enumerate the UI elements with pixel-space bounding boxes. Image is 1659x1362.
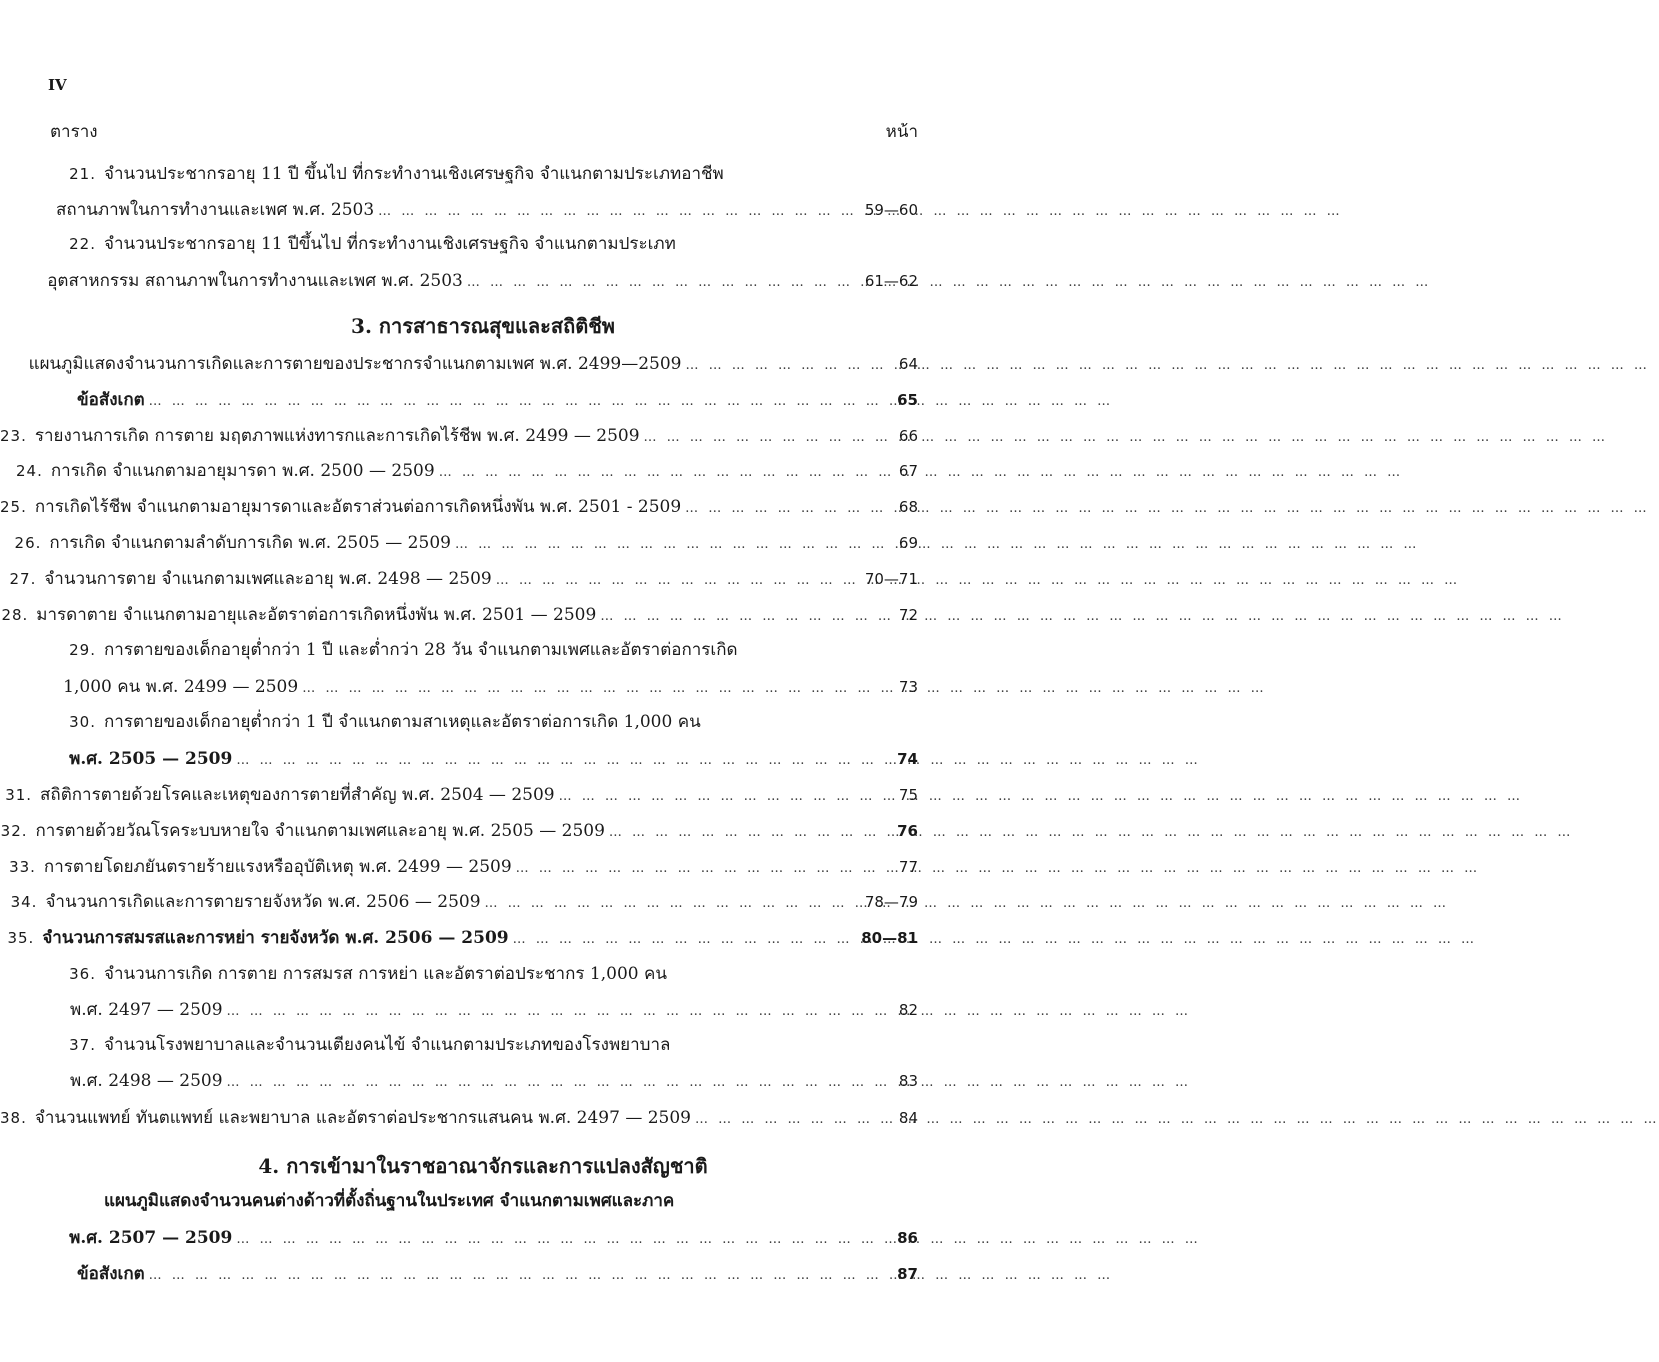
entry-number: 21. xyxy=(69,165,96,183)
toc-entry-30-line2 xyxy=(0,745,966,775)
column-header-page: หน้า xyxy=(885,122,918,142)
section-3-note-line xyxy=(0,386,966,416)
leader-dots xyxy=(145,394,846,409)
toc-entry-38 xyxy=(0,1104,966,1134)
entry-title: การเกิด จำแนกตามอายุมารดา พ.ศ. 2500 — 2509 xyxy=(50,461,435,481)
toc-entry-28 xyxy=(0,601,966,631)
entry-title-cont: 1,000 คน พ.ศ. 2499 — 2509 xyxy=(63,677,299,697)
leader-dots xyxy=(640,430,893,445)
entry-page: 84 xyxy=(898,1109,918,1127)
entry-number: 27. xyxy=(9,570,37,588)
entry-page: 87 xyxy=(897,1265,918,1283)
leader-dots xyxy=(298,681,860,696)
entry-number: 37. xyxy=(69,1036,96,1054)
entry-page: 67 xyxy=(898,462,918,480)
entry-page: 74 xyxy=(897,750,918,768)
leader-dots xyxy=(605,825,889,840)
entry-number: 31. xyxy=(5,786,33,804)
section-3-heading: 3. การสาธารณสุขและสถิติชีพ xyxy=(351,314,615,338)
leader-dots xyxy=(481,896,865,911)
entry-page: 65 xyxy=(897,391,918,409)
entry-page: 61—62 xyxy=(864,272,918,290)
entry-number: 23. xyxy=(0,427,27,445)
leader-dots xyxy=(232,753,854,768)
entry-number: 26. xyxy=(14,534,42,552)
toc-entry-29-line2 xyxy=(0,673,966,703)
entry-title: การตายโดยภยันตรายร้ายแรงหรืออุบัติเหตุ พ.ศ. 2499 — 2509 xyxy=(43,857,512,877)
entry-title: จำนวนการตาย จำแนกตามเพศและอายุ พ.ศ. 2498 — 2509 xyxy=(44,569,492,589)
leader-dots xyxy=(223,1075,854,1090)
section-4-chart-line1 xyxy=(0,1187,830,1217)
section-3-chart-line xyxy=(0,350,966,380)
toc-entry-37-line2 xyxy=(0,1067,966,1097)
entry-page: 64 xyxy=(898,355,918,373)
leader-dots xyxy=(374,204,865,219)
toc-entry-26 xyxy=(0,529,966,559)
entry-title-cont: อุตสาหกรรม สถานภาพในการทำงานและเพศ พ.ศ. 2503 xyxy=(47,271,463,291)
leader-dots xyxy=(691,1112,897,1127)
entry-number: 32. xyxy=(0,822,28,840)
page-number: IV xyxy=(48,76,67,94)
leader-dots xyxy=(681,358,896,373)
leader-dots xyxy=(555,789,885,804)
entry-number: 35. xyxy=(7,929,35,947)
leader-dots xyxy=(435,465,874,480)
toc-entry-22-line1 xyxy=(0,230,830,260)
entry-page: 75 xyxy=(898,786,918,804)
entry-page: 68 xyxy=(898,498,918,516)
entry-title: รายงานการเกิด การตาย มฤตภาพแห่งทารกและการเกิดไร้ชีพ พ.ศ. 2499 — 2509 xyxy=(34,426,640,446)
entry-title: การตายของเด็กอายุต่ำกว่า 1 ปี จำแนกตามสาเหตุและอัตราต่อการเกิด 1,000 คน xyxy=(104,712,701,732)
entry-title-cont: พ.ศ. 2498 — 2509 xyxy=(70,1071,223,1091)
entry-page: 73 xyxy=(898,678,918,696)
toc-entry-27 xyxy=(0,565,966,595)
entry-number: 25. xyxy=(0,498,27,516)
toc-entry-34 xyxy=(0,888,966,918)
toc-entry-32 xyxy=(0,817,966,847)
entry-page: 82 xyxy=(898,1001,918,1019)
entry-number: 22. xyxy=(69,235,96,253)
entry-page: 77 xyxy=(898,858,918,876)
entry-number: 29. xyxy=(69,641,96,659)
entry-title: ข้อสังเกต xyxy=(77,1264,145,1284)
toc-entry-33 xyxy=(0,853,966,883)
toc-entry-36-line2 xyxy=(0,996,966,1026)
entry-title: การตายด้วยวัณโรคระบบหายใจ จำแนกตามเพศและอายุ พ.ศ. 2505 — 2509 xyxy=(35,821,605,841)
entry-number: 38. xyxy=(0,1109,27,1127)
entry-title: แผนภูมิแสดงจำนวนการเกิดและการตายของประชากรจำแนกตามเพศ พ.ศ. 2499—2509 xyxy=(28,354,682,374)
entry-number: 36. xyxy=(69,965,96,983)
leader-dots xyxy=(232,1232,854,1247)
entry-page: 69 xyxy=(898,534,918,552)
entry-title: ข้อสังเกต xyxy=(77,390,145,410)
entry-page: 78—79 xyxy=(864,893,918,911)
toc-entry-36-line1 xyxy=(0,960,830,990)
entry-title: การเกิด จำแนกตามลำดับการเกิด พ.ศ. 2505 — 2509 xyxy=(49,533,451,553)
toc-entry-37-line1 xyxy=(0,1031,830,1061)
entry-title: จำนวนการเกิด การตาย การสมรส การหย่า และอัตราต่อประชากร 1,000 คน xyxy=(104,964,667,984)
entry-page: 59—60 xyxy=(864,201,918,219)
entry-number: 24. xyxy=(16,462,43,480)
toc-entry-31 xyxy=(0,781,966,811)
toc-entry-29-line1 xyxy=(0,636,830,666)
entry-title: แผนภูมิแสดงจำนวนคนต่างด้าวที่ตั้งถิ่นฐานในประเทศ จำแนกตามเพศและภาค xyxy=(104,1191,675,1211)
entry-number: 30. xyxy=(69,713,96,731)
toc-entry-21-line2 xyxy=(0,196,966,226)
entry-title: การเกิดไร้ชีพ จำแนกตามอายุมารดาและอัตราส่วนต่อการเกิดหนึ่งพัน พ.ศ. 2501 - 2509 xyxy=(34,497,682,517)
toc-entry-25 xyxy=(0,493,966,523)
section-4-heading: 4. การเข้ามาในราชอาณาจักรและการแปลงสัญชาติ xyxy=(258,1154,708,1178)
leader-dots xyxy=(451,537,875,552)
entry-page: 76 xyxy=(897,822,918,840)
toc-entry-21-line1 xyxy=(0,160,830,190)
entry-page: 80—81 xyxy=(861,929,918,947)
entry-title: จำนวนแพทย์ ทันตแพทย์ และพยาบาล และอัตราต่อประชากรแสนคน พ.ศ. 2497 — 2509 xyxy=(34,1108,692,1128)
entry-number: 34. xyxy=(10,893,38,911)
toc-entry-23 xyxy=(0,422,966,452)
entry-title: จำนวนประชากรอายุ 11 ปีขึ้นไป ที่กระทำงานเชิงเศรษฐกิจ จำแนกตามประเภท xyxy=(104,234,676,254)
entry-page: 70—71 xyxy=(864,570,918,588)
toc-entry-24 xyxy=(0,457,966,487)
leader-dots xyxy=(596,609,888,624)
entry-page: 83 xyxy=(898,1072,918,1090)
entry-page: 66 xyxy=(898,427,918,445)
entry-page: 72 xyxy=(898,606,918,624)
entry-title: จำนวนการสมรสและการหย่า รายจังหวัด พ.ศ. 2506 — 2509 xyxy=(42,928,509,948)
leader-dots xyxy=(681,501,896,516)
entry-page: 86 xyxy=(897,1229,918,1247)
leader-dots xyxy=(463,275,865,290)
leader-dots xyxy=(492,573,865,588)
leader-dots xyxy=(145,1268,846,1283)
column-header-table: ตาราง xyxy=(50,122,98,142)
section-4-chart-line2 xyxy=(0,1224,966,1254)
entry-title: สถิติการตายด้วยโรคและเหตุของการตายที่สำคัญ พ.ศ. 2504 — 2509 xyxy=(40,785,555,805)
entry-title: มารดาตาย จำแนกตามอายุและอัตราต่อการเกิดหนึ่งพัน พ.ศ. 2501 — 2509 xyxy=(36,605,597,625)
entry-title: การตายของเด็กอายุต่ำกว่า 1 ปี และต่ำกว่า 28 วัน จำแนกตามเพศและอัตราต่อการเกิด xyxy=(104,640,738,660)
entry-title-cont: พ.ศ. 2507 — 2509 xyxy=(69,1228,233,1248)
entry-title: จำนวนการเกิดและการตายรายจังหวัด พ.ศ. 2506 — 2509 xyxy=(45,892,481,912)
entry-title-cont: พ.ศ. 2505 — 2509 xyxy=(69,749,233,769)
entry-number: 28. xyxy=(1,606,29,624)
leader-dots xyxy=(509,932,862,947)
entry-title: จำนวนโรงพยาบาลและจำนวนเตียงคนไข้ จำแนกตามประเภทของโรงพยาบาล xyxy=(104,1035,671,1055)
entry-title: จำนวนประชากรอายุ 11 ปี ขึ้นไป ที่กระทำงานเชิงเศรษฐกิจ จำแนกตามประเภทอาชีพ xyxy=(104,164,724,184)
entry-number: 33. xyxy=(9,858,36,876)
toc-entry-22-line2 xyxy=(0,267,966,297)
section-4-note-line xyxy=(0,1260,966,1290)
toc-entry-35 xyxy=(0,924,966,954)
leader-dots xyxy=(512,861,881,876)
entry-title-cont: สถานภาพในการทำงานและเพศ พ.ศ. 2503 xyxy=(56,200,375,220)
toc-entry-30-line1 xyxy=(0,708,830,738)
entry-title-cont: พ.ศ. 2497 — 2509 xyxy=(70,1000,223,1020)
leader-dots xyxy=(223,1004,854,1019)
